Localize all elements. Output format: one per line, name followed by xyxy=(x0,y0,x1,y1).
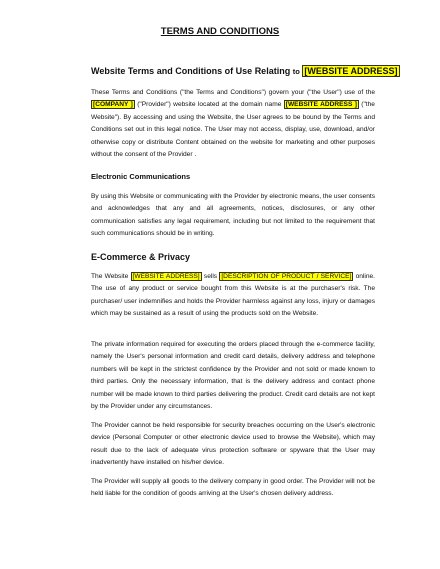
paragraph-delivery: The Provider will supply all goods to the delivery company in good order. The Provider will not be held liable for the condition of goods arriving at the User's chosen delivery address. xyxy=(91,478,375,498)
para-text: online. The use of any product or service bought from this Website is at the purchaser's risk. The purchaser/ user indemnifies and holds the Provider harmless against any loss, injury or damages which may be sustained as a result of using the products sold on the Website. xyxy=(91,273,375,318)
section-heading-ecommerce-privacy: E-Commerce & Privacy xyxy=(91,252,191,262)
para-text: These Terms and Conditions ("the Terms and Conditions") govern your ("the User") use of the xyxy=(91,89,375,96)
section-heading-electronic-communications: Electronic Communications xyxy=(91,172,191,181)
para-text: ("Provider") website located at the domain name xyxy=(137,101,282,109)
paragraph-electronic-communications: By using this Website or communicating with the Provider by electronic means, the user consents and acknowledges that any and all agreements, notices, disclosures, or any other communication satisfies any legal requirement, including but not limited to the requirement that such communications should be in writing. xyxy=(91,193,375,238)
para-text: The Website xyxy=(91,273,129,280)
paragraph-private-information: The private information required for executing the orders placed through the e-commerce facility, namely the User's personal information and credit card details, delivery address and telephone numbers will be kept in the strictest confidence by the Provider and not sold or made known to third parties. Only the necessary information, that is the delivery address and contact phone number will be made known to third parties delivering the product. Credit card details are not kept by the Provider under any circumstances. xyxy=(91,341,375,411)
paragraph-security-breaches: The Provider cannot be held responsible for security breaches occurring on the User's electronic device (Personal Computer or other electronic device used to browse the Website), which may result due to the lack of adequate virus protection software or spyware that the User may inadvertently have installed on his/her device. xyxy=(91,422,375,467)
placeholder-website-address: [WEBSITE ADDRESS] xyxy=(304,66,398,76)
placeholder-website-address: [WEBSITE ADDRESS ] xyxy=(285,101,357,109)
section-heading-website-terms xyxy=(91,66,400,76)
paragraph-ecommerce-sales xyxy=(91,271,375,321)
document-title: TERMS AND CONDITIONS xyxy=(160,26,280,37)
placeholder-website-address: [WEBSITE ADDRESS] xyxy=(132,273,200,280)
placeholder-product-description: [DESCRIPTION OF PRODUCT / SERVICE] xyxy=(221,273,352,280)
placeholder-company: [COMPANY ] xyxy=(93,101,133,109)
heading-text: Website Terms and Conditions of Use Relating xyxy=(91,66,291,76)
para-text: ("the Website"). By accessing and using the Website, the User agrees to be bound by the Terms and Conditions set out in this legal notice. The User may not access, display, use, download, and/or otherwise copy or distribute Content obtained on the website for marketing and other purposes without the consent of the Provider . xyxy=(91,101,375,159)
heading-to: to xyxy=(292,67,300,76)
para-text: sells xyxy=(203,273,218,280)
paragraph-terms-intro xyxy=(91,87,375,161)
